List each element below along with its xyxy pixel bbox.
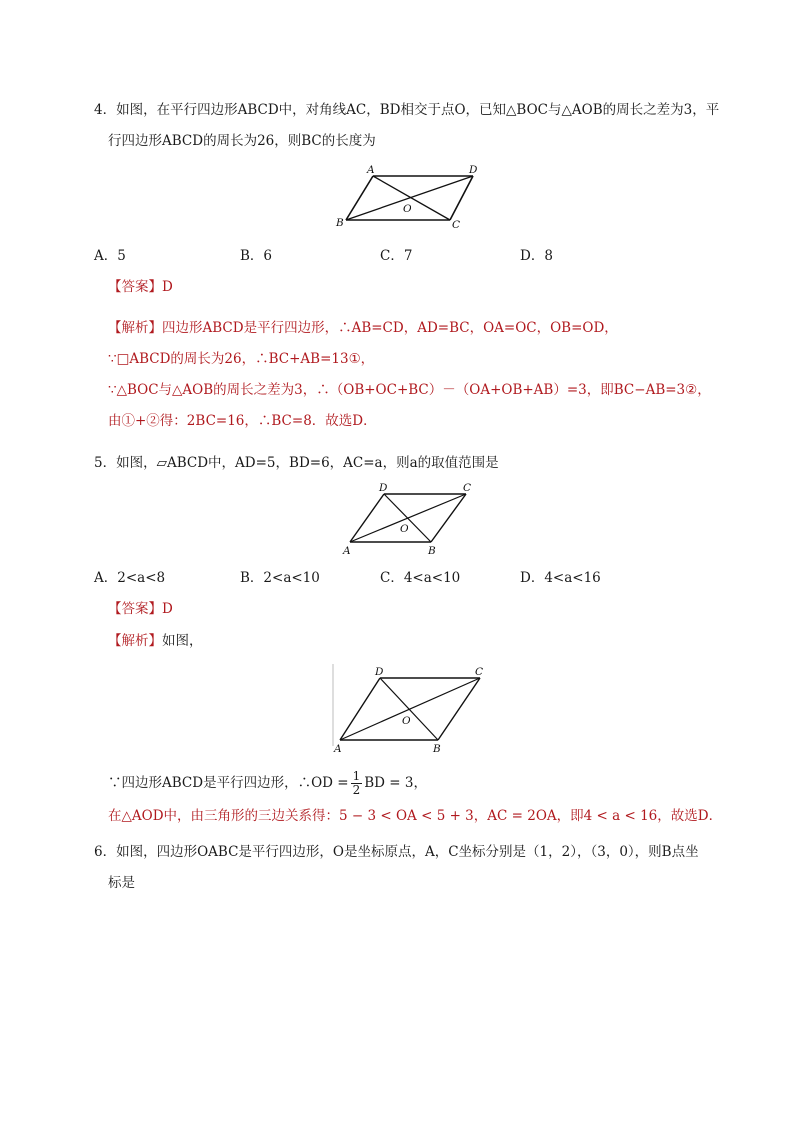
q5b-label-a: A [334,743,342,755]
q5-option-b: B．2<a<10 [240,570,320,586]
q5b-diagonal-db [380,678,438,740]
q4-label-a: A [367,164,375,176]
q5-label-o: O [400,523,409,535]
q5-step1-fraction [351,770,363,797]
q4-option-a: A．5 [94,248,126,264]
q4-parallelogram-figure [330,160,490,234]
q5-answer [108,599,173,619]
q5-answer-value: D [162,601,173,617]
q4-option-b: B．6 [240,248,273,264]
q4-label-b: B [336,217,344,229]
q4-analysis-line3: ∵△BOC与△AOB的周长之差为3，∴（OB+OC+BC）－（OA+OB+AB）=3，即BC−AB=3②， [108,382,711,398]
q4-analysis-text1: 四边形ABCD是平行四边形，∴AB=CD，AD=BC，OA=OC，OB=OD， [162,320,618,336]
q5-label-d: D [379,482,388,494]
q5b-label-o: O [402,715,411,727]
q5-step2: 在△AOD中，由三角形的三边关系得：5 − 3 < OA < 5 + 3，AC = 2OA，即4 < a < 16，故选D． [108,808,723,824]
q5b-label-d: D [375,666,384,678]
q4-stem-line2: 行四边形ABCD的周长为26，则BC的长度为 [108,133,376,149]
q6-stem-line1: 6．如图，四边形OABC是平行四边形，O是坐标原点，A，C坐标分别是（1，2），（3，0），则B点坐 [94,844,699,860]
q4-answer-tag: 【答案】 [108,279,162,295]
q5-option-d: D．4<a<16 [520,570,601,586]
q4-option-d: D．8 [520,248,553,264]
q5-analysis-intro-text: 如图， [162,633,203,649]
q4-label-o: O [403,203,412,215]
q5-analysis-intro [108,631,203,651]
q5b-label-c: C [475,666,484,678]
q5-step1-fraction-num: 1 [352,769,361,783]
q5-option-a: A．2<a<8 [94,570,166,586]
q5-step1 [108,768,427,798]
q4-answer [108,277,173,297]
q4-analysis-line1 [108,318,618,338]
q4-stem-line1: 4．如图，在平行四边形ABCD中，对角线AC，BD相交于点O，已知△BOC与△AOB的周长之差为3，平 [94,102,720,118]
q4-analysis-tag: 【解析】 [108,320,162,336]
q4-option-c: C．7 [380,248,413,264]
q5-label-a: A [343,545,351,557]
q4-analysis-line4: 由①+②得：2BC=16，∴BC=8．故选D． [108,413,377,429]
q5-step1-suffix: BD = 3， [364,775,427,791]
q4-edge-ba [346,176,373,220]
q5-parallelogram-figure [338,480,488,560]
q4-analysis-line2: ∵□ABCD的周长为26，∴BC+AB=13①， [108,351,375,367]
q5-analysis-tag: 【解析】 [108,633,162,649]
q5-stem-line1: 5．如图，▱ABCD中，AD=5，BD=6，AC=a，则a的取值范围是 [94,455,499,471]
q5-step1-fraction-den: 2 [352,783,361,797]
q5-analysis-figure [330,660,490,756]
q5-answer-tag: 【答案】 [108,601,162,617]
q5-option-c: C．4<a<10 [380,570,461,586]
q5-step1-prefix: ∵四边形ABCD是平行四边形，∴OD = [108,775,349,791]
q5b-label-b: B [433,743,441,755]
q4-answer-value: D [162,279,173,295]
q4-label-d: D [469,164,478,176]
q6-stem-line2: 标是 [108,875,135,891]
q4-label-c: C [452,219,461,231]
q5-label-b: B [428,545,436,557]
q5-label-c: C [463,482,472,494]
